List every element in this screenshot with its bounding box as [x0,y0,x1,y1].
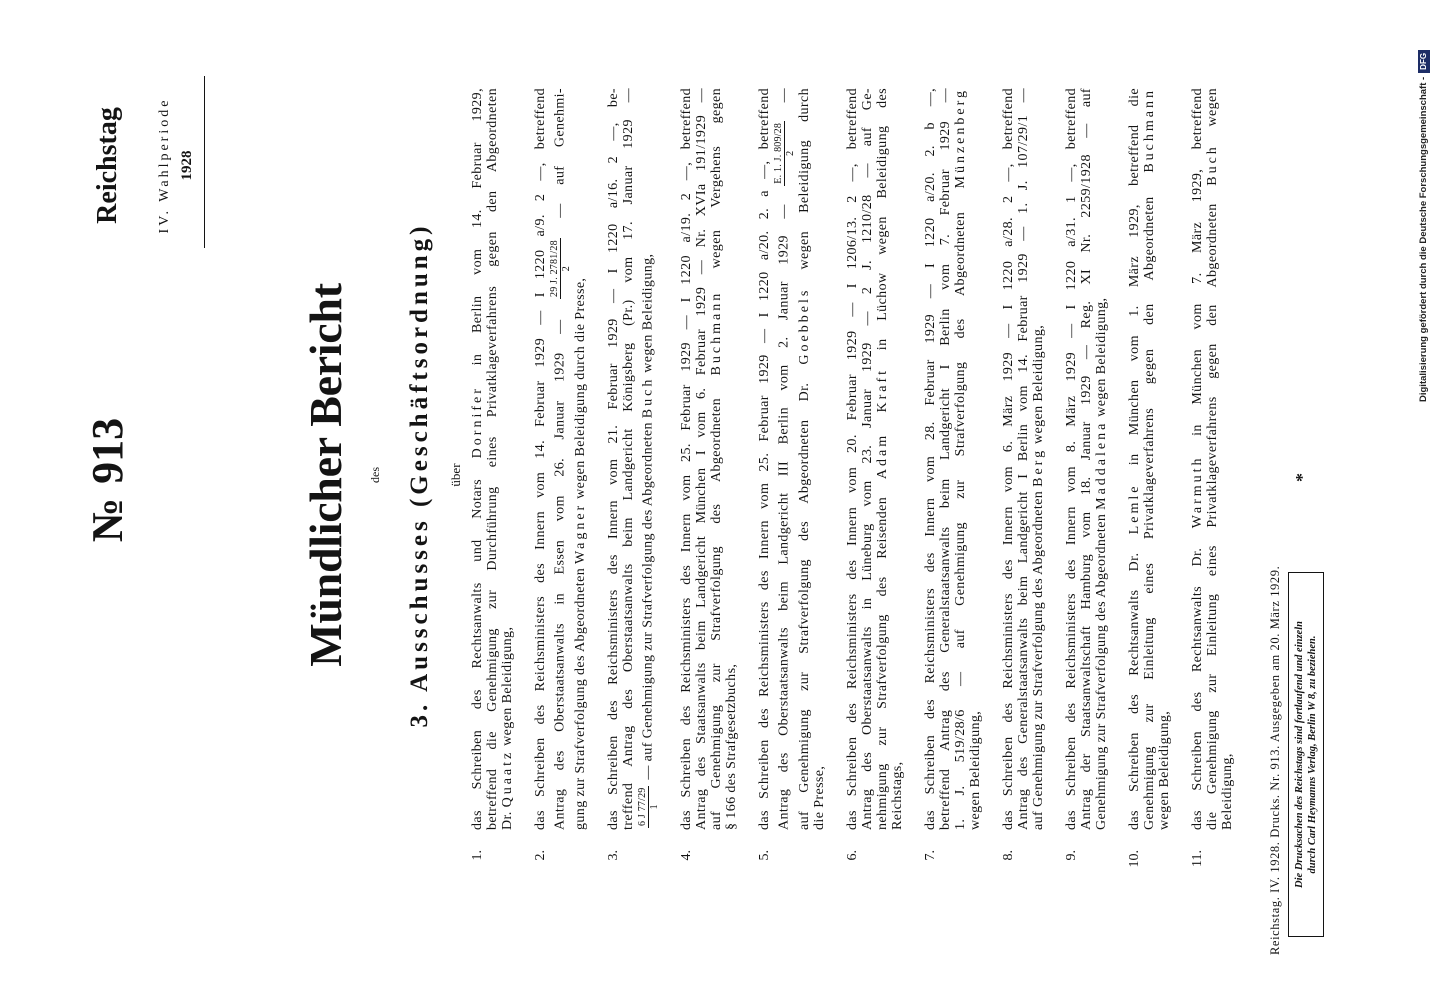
item-line [1001,88,1016,830]
item-line [938,88,953,830]
item-line [1064,88,1079,830]
spaced-name: Münzenberg [953,88,968,189]
fraction-numerator: E. 1. J. 809/28 [773,122,784,184]
text-run: das Schreiben des Reichsministers des Innern vom 21. Februar 1929 — I 1220 a/16. 2 —, be- [606,88,621,830]
item-number: 6. [845,850,860,861]
list-item [1001,88,1046,876]
item-line [636,88,661,830]
item-text [1190,88,1235,830]
item-number: 3. [606,850,621,861]
text-run: Dr. [500,807,515,830]
item-line [694,88,709,830]
item-line [533,88,548,830]
item-number: 8. [1001,850,1016,861]
notice-line: Die Drucksachen des Reichstags sind fortlaufend und einzeln [1294,621,1305,888]
committee-heading: 3. Ausschusses (Geschäftsordnung) [406,222,433,728]
spaced-name: Buch [1205,144,1220,186]
text-run: auf Genehmigung zur Strafverfolgung des Abgeordneten [1031,486,1046,830]
item-line [968,88,983,830]
spaced-name: Wagner [573,502,588,564]
text-run: das Schreiben des Reichsministers des Innern vom 6. März 1929 — I 1220 a/28. 2 —, betreffend [1001,88,1016,830]
text-run: gung zur Strafverfolgung des Abgeordneten [573,563,588,830]
item-line [1031,88,1046,830]
item-text [845,88,905,830]
item-line [1142,88,1157,830]
text-run: Genehmigung zur Einleitung eines Privatklageverfahrens gegen den Abgeordneten [1142,172,1157,830]
header-rule [204,76,205,248]
item-line [923,88,938,830]
wahlperiode-label: IV. Wahlperiode [157,97,172,234]
text-run: das Schreiben des Reichsministers des Innern vom 8. März 1929 — I 1220 a/31. 1 —, betreffend [1064,88,1079,830]
item-text [923,88,983,830]
text-run: Antrag des Oberstaatsanwalts in Essen vom 26. Januar 1929 — [552,300,568,830]
spaced-name: Goebbels [797,287,812,365]
item-text [1001,88,1046,830]
text-run: wegen Beleidigung, [1031,324,1046,448]
fraction-denominator: 2 [785,150,796,156]
item-text [533,88,588,830]
item-line [470,88,485,830]
text-run: — [776,88,792,119]
item-number: 10. [1127,850,1142,868]
item-line [1094,88,1109,830]
digitization-note-text: Digitalisierung gefördert durch die Deutsche Forschungsgemeinschaft - [1418,76,1429,402]
item-line [860,88,875,830]
item-line [606,88,621,830]
fraction-numerator: 6 J 77/29 [637,787,648,826]
text-run: Antrag des Staatsanwalts beim Landgericht München I vom 6. Februar 1929 — Nr. XVIa 191/1929 — [694,88,709,830]
text-run: § 166 des Strafgesetzbuchs, [724,663,739,830]
digitization-note [1417,50,1431,402]
list-item [757,88,827,876]
text-run: Reichstags, [890,761,905,830]
text-run: Antrag des Oberstaatsanwalts beim Landgericht III Berlin vom 2. Januar 1929 — [776,187,792,830]
text-run: wegen Beleidigung, [968,710,983,830]
text-run: in Lüchow wegen Beleidigung des [875,87,890,368]
text-run: das Schreiben des Reichsministers des Innern vom 14. Februar 1929 — I 1220 a/9. 2 —, betreffend [533,88,548,830]
item-line [1127,88,1142,830]
fraction [549,238,572,299]
report-title: Mündlicher Bericht [300,283,351,667]
text-run: wegen Vergehens gegen [709,88,724,291]
item-text [757,88,827,830]
item-line [1157,88,1172,830]
notice-line: durch Carl Heymanns Verlag, Berlin W 8, zu beziehen. [1307,635,1318,874]
item-line [1079,88,1094,830]
item-line [709,88,724,830]
fraction-denominator: 1 [649,804,660,810]
item-number: 9. [1064,850,1079,861]
text-run: Antrag des Oberstaatsanwalts in Lüneburg vom 23. Januar 1929 — 2 J. 1210/28 — auf Ge- [860,88,875,830]
connector-des: des [368,467,382,483]
text-run: wegen Beleidigung, [500,626,515,750]
item-text [606,88,661,830]
item-text [1127,88,1172,830]
item-line [573,88,588,830]
items-list [470,88,1235,876]
spaced-name: Buchmann [709,290,724,376]
spaced-name: Berg [1031,447,1046,487]
list-item [845,88,905,876]
fraction [773,121,796,186]
document-number [84,390,132,570]
text-run: — auf Genehmi- [552,88,568,237]
dfg-logo: DFG [1418,50,1430,73]
number-sign: № [83,497,132,543]
item-line [757,88,772,830]
text-run: Beleidigung, [1220,753,1235,830]
text-run: betreffend die Genehmigung zur Durchführung eines Privatklageverfahrens gegen den Abgeordneten [485,88,500,830]
distribution-notice-box [1288,572,1324,937]
text-run: Antrag der Staatsanwaltschaft Hamburg vom 18. Januar 1929 — Reg. XI Nr. 2259/1928 — auf [1079,88,1094,830]
item-line [500,88,515,830]
text-run: auf Genehmigung zur Strafverfolgung des Abgeordneten Dr. [797,364,812,830]
spaced-name: Adam Kraft [875,367,890,480]
item-text [470,88,515,830]
spaced-name: Buch [640,376,656,419]
fraction [637,786,660,828]
list-item [679,88,739,876]
list-item [1064,88,1109,876]
fraction-denominator: 2 [561,266,572,272]
text-run: in München vom 7. März 1929, betreffend [1190,88,1205,456]
spaced-name: Buchmann [1142,88,1157,173]
text-run: die Presse, [812,765,827,830]
item-number: 2. [533,850,548,861]
text-run: treffend Antrag des Oberstaatsanwalts beim Landgericht Königsberg (Pr.) vom 17. Januar 1929 — [621,88,636,830]
reichstag-header: Reichstag [92,107,123,224]
item-line [621,88,636,830]
footer-imprint: Reichstag. IV. 1928. Drucks. Nr. 913. Ausgegeben am 20. März 1929. [1268,565,1282,955]
text-run: auf Genehmigung zur Strafverfolgung des Abgeordneten [709,375,724,830]
spaced-name: Dornifer [470,386,485,459]
item-line [875,88,890,830]
item-line [890,88,905,830]
item-text [679,88,739,830]
item-line [953,88,968,830]
spaced-name: Lemle [1127,483,1142,535]
item-line [485,88,500,830]
text-run: in München vom 1. März 1929, betreffend die [1127,88,1142,484]
text-run: die Genehmigung zur Einleitung eines Privatklageverfahrens gegen den Abgeordneten [1205,185,1220,830]
item-line [1016,88,1031,830]
text-run: wegen Beleidigung, [1157,710,1172,830]
item-number: 5. [757,850,772,861]
item-number: 1. [470,850,485,861]
text-run: das Schreiben des Reichsministers des Innern vom 25. Februar 1929 — I 1220 a/20. 2. a —, betreffend [757,88,772,830]
text-run: wegen Beleidigung durch die Presse, [573,277,588,503]
text-run: wegen Beleidigung, [1094,297,1109,421]
text-run: nehmigung zur Strafverfolgung des Reisenden [875,479,890,830]
item-line [1190,88,1205,830]
item-line [812,88,827,830]
text-run: betreffend Antrag des Generalstaatsanwalts beim Landgericht I Berlin vom 7. Februar 1929 — [938,88,953,830]
spaced-name: Quaatz [500,749,515,808]
connector-ueber: über [448,463,463,487]
year-label: 1928 [179,150,195,181]
text-run: Antrag des Generalstaatsanwalts beim Landgericht I Berlin vom 14. Februar 1929 — 1. J. 107/29/1 — [1016,88,1031,830]
spaced-name: Warmuth [1190,455,1205,529]
list-item [606,88,661,876]
item-line [548,88,573,830]
list-item [923,88,983,876]
document-number-value: 913 [83,417,132,484]
list-item [1127,88,1172,876]
item-line [845,88,860,830]
item-line [724,88,739,830]
text-run: Genehmigung zur Strafverfolgung des Abgeordneten [1094,509,1109,830]
list-item [470,88,515,876]
item-number: 4. [679,850,694,861]
spaced-name: Maddalena [1094,420,1109,510]
fraction-numerator: 29 J. 2781/28 [549,240,560,297]
text-run: das Schreiben des Rechtsanwalts Dr. [1190,528,1205,830]
item-line [1220,88,1235,830]
item-number: 7. [923,850,938,861]
text-run: wegen Beleidigung, [640,253,656,377]
text-run: wegen [1205,88,1220,145]
item-line [679,88,694,830]
item-line [797,88,812,830]
text-run: das Schreiben des Reichsministers des Innern vom 20. Februar 1929 — I 1206/13. 2 —, betreffend [845,88,860,830]
item-text [1064,88,1109,830]
text-run: das Schreiben des Reichsministers des Innern vom 25. Februar 1929 — I 1220 a/19. 2 —, betreffend [679,88,694,830]
item-line [1205,88,1220,830]
text-run: das Schreiben des Reichsministers des Innern vom 28. Februar 1929 — I 1220 a/20. 2. b —, [923,88,938,830]
text-run: — auf Genehmigung zur Strafverfolgung des Abgeordneten [640,418,656,784]
asterisk-mark: * [1292,473,1312,482]
list-item [533,88,588,876]
text-run: das Schreiben des Rechtsanwalts Dr. [1127,534,1142,830]
item-line [772,88,797,830]
item-number: 11. [1190,850,1205,867]
text-run: in Berlin vom 14. Februar 1929, [470,88,485,387]
list-item [1190,88,1235,876]
text-run: das Schreiben des Rechtsanwalts und Notars [470,458,485,830]
text-run: wegen Beleidigung durch [797,88,812,288]
text-run: 1. J. 519/28/6 — auf Genehmigung zur Strafverfolgung des Abgeordneten [953,188,968,830]
